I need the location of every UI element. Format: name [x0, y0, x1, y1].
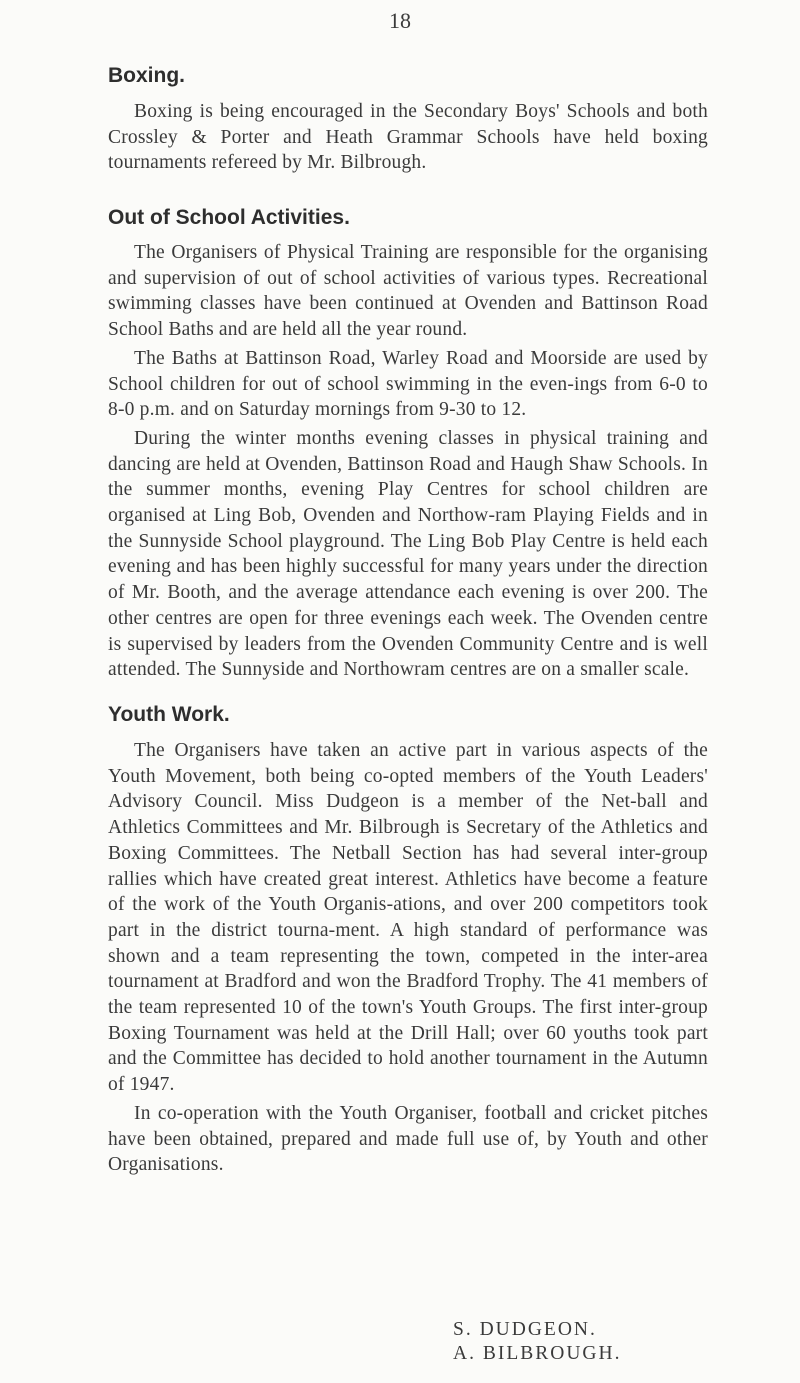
section-title-boxing: Boxing.	[108, 64, 185, 87]
paragraph: During the winter months evening classes in physical training and dancing are held at Ovenden, Battinson Road and Haugh Shaw Schools. In the summer months, evening Play Centres for school children are organised at Ling Bob, Ovenden and Northow-ram Playing Fields and in the Sunnyside School playground. The Ling Bob Play Centre is held each evening and has been highly successful for many years under the direction of Mr. Booth, and the average attendance each evening is over 200. The other centres are open for three evenings each week. The Ovenden centre is supervised by leaders from the Ovenden Community Centre and is well attended. The Sunnyside and Northowram centres are on a smaller scale.	[108, 427, 708, 681]
signature-bilbrough: A. BILBROUGH.	[453, 1343, 622, 1364]
paragraph: The Organisers of Physical Training are responsible for the organising and supervision of out of school activities of various types. Recreational swimming classes have been continued at Ovenden and Battinson Road School Baths and are held all the year round.	[108, 242, 708, 341]
page-number: 18	[389, 8, 411, 33]
paragraph: The Baths at Battinson Road, Warley Road and Moorside are used by School children for out of school swimming in the even-ings from 6-0 to 8-0 p.m. and on Saturday mornings from 9-30 to 12.	[108, 347, 708, 421]
section-body-boxing	[108, 99, 708, 179]
section-body-youth-work	[108, 738, 708, 1181]
paragraph: The Organisers have taken an active part in various aspects of the Youth Movement, both being co-opted members of the Youth Leaders' Advisory Council. Miss Dudgeon is a member of the Net-ball and Athletics Committees and Mr. Bilbrough is Secretary of the Athletics and Boxing Committees. The Netball Section has had several inter-group rallies which have created great interest. Athletics have become a feature of the work of the Youth Organis-ations, and over 200 competitors took part in the district tourna-ment. A high standard of performance was shown and a team representing the town, competed in the inter-area tournament at Bradford and won the Bradford Trophy. The 41 members of the team represented 10 of the town's Youth Groups. The first inter-group Boxing Tournament was held at the Drill Hall; over 60 youths took part and the Committee has decided to hold another tournament in the Autumn of 1947.	[108, 740, 708, 1096]
section-body-out-of-school	[108, 240, 708, 686]
section-title-youth-work: Youth Work.	[108, 703, 230, 726]
paragraph: In co-operation with the Youth Organiser, football and cricket pitches have been obtained, prepared and made full use of, by Youth and other Organisations.	[108, 1102, 708, 1176]
section-title-out-of-school: Out of School Activities.	[108, 206, 350, 229]
signature-dudgeon: S. DUDGEON.	[453, 1319, 597, 1340]
signature-block	[453, 1318, 621, 1366]
paragraph: Boxing is being encouraged in the Secondary Boys' Schools and both Crossley & Porter and Heath Grammar Schools have held boxing tournaments refereed by Mr. Bilbrough.	[108, 101, 708, 174]
